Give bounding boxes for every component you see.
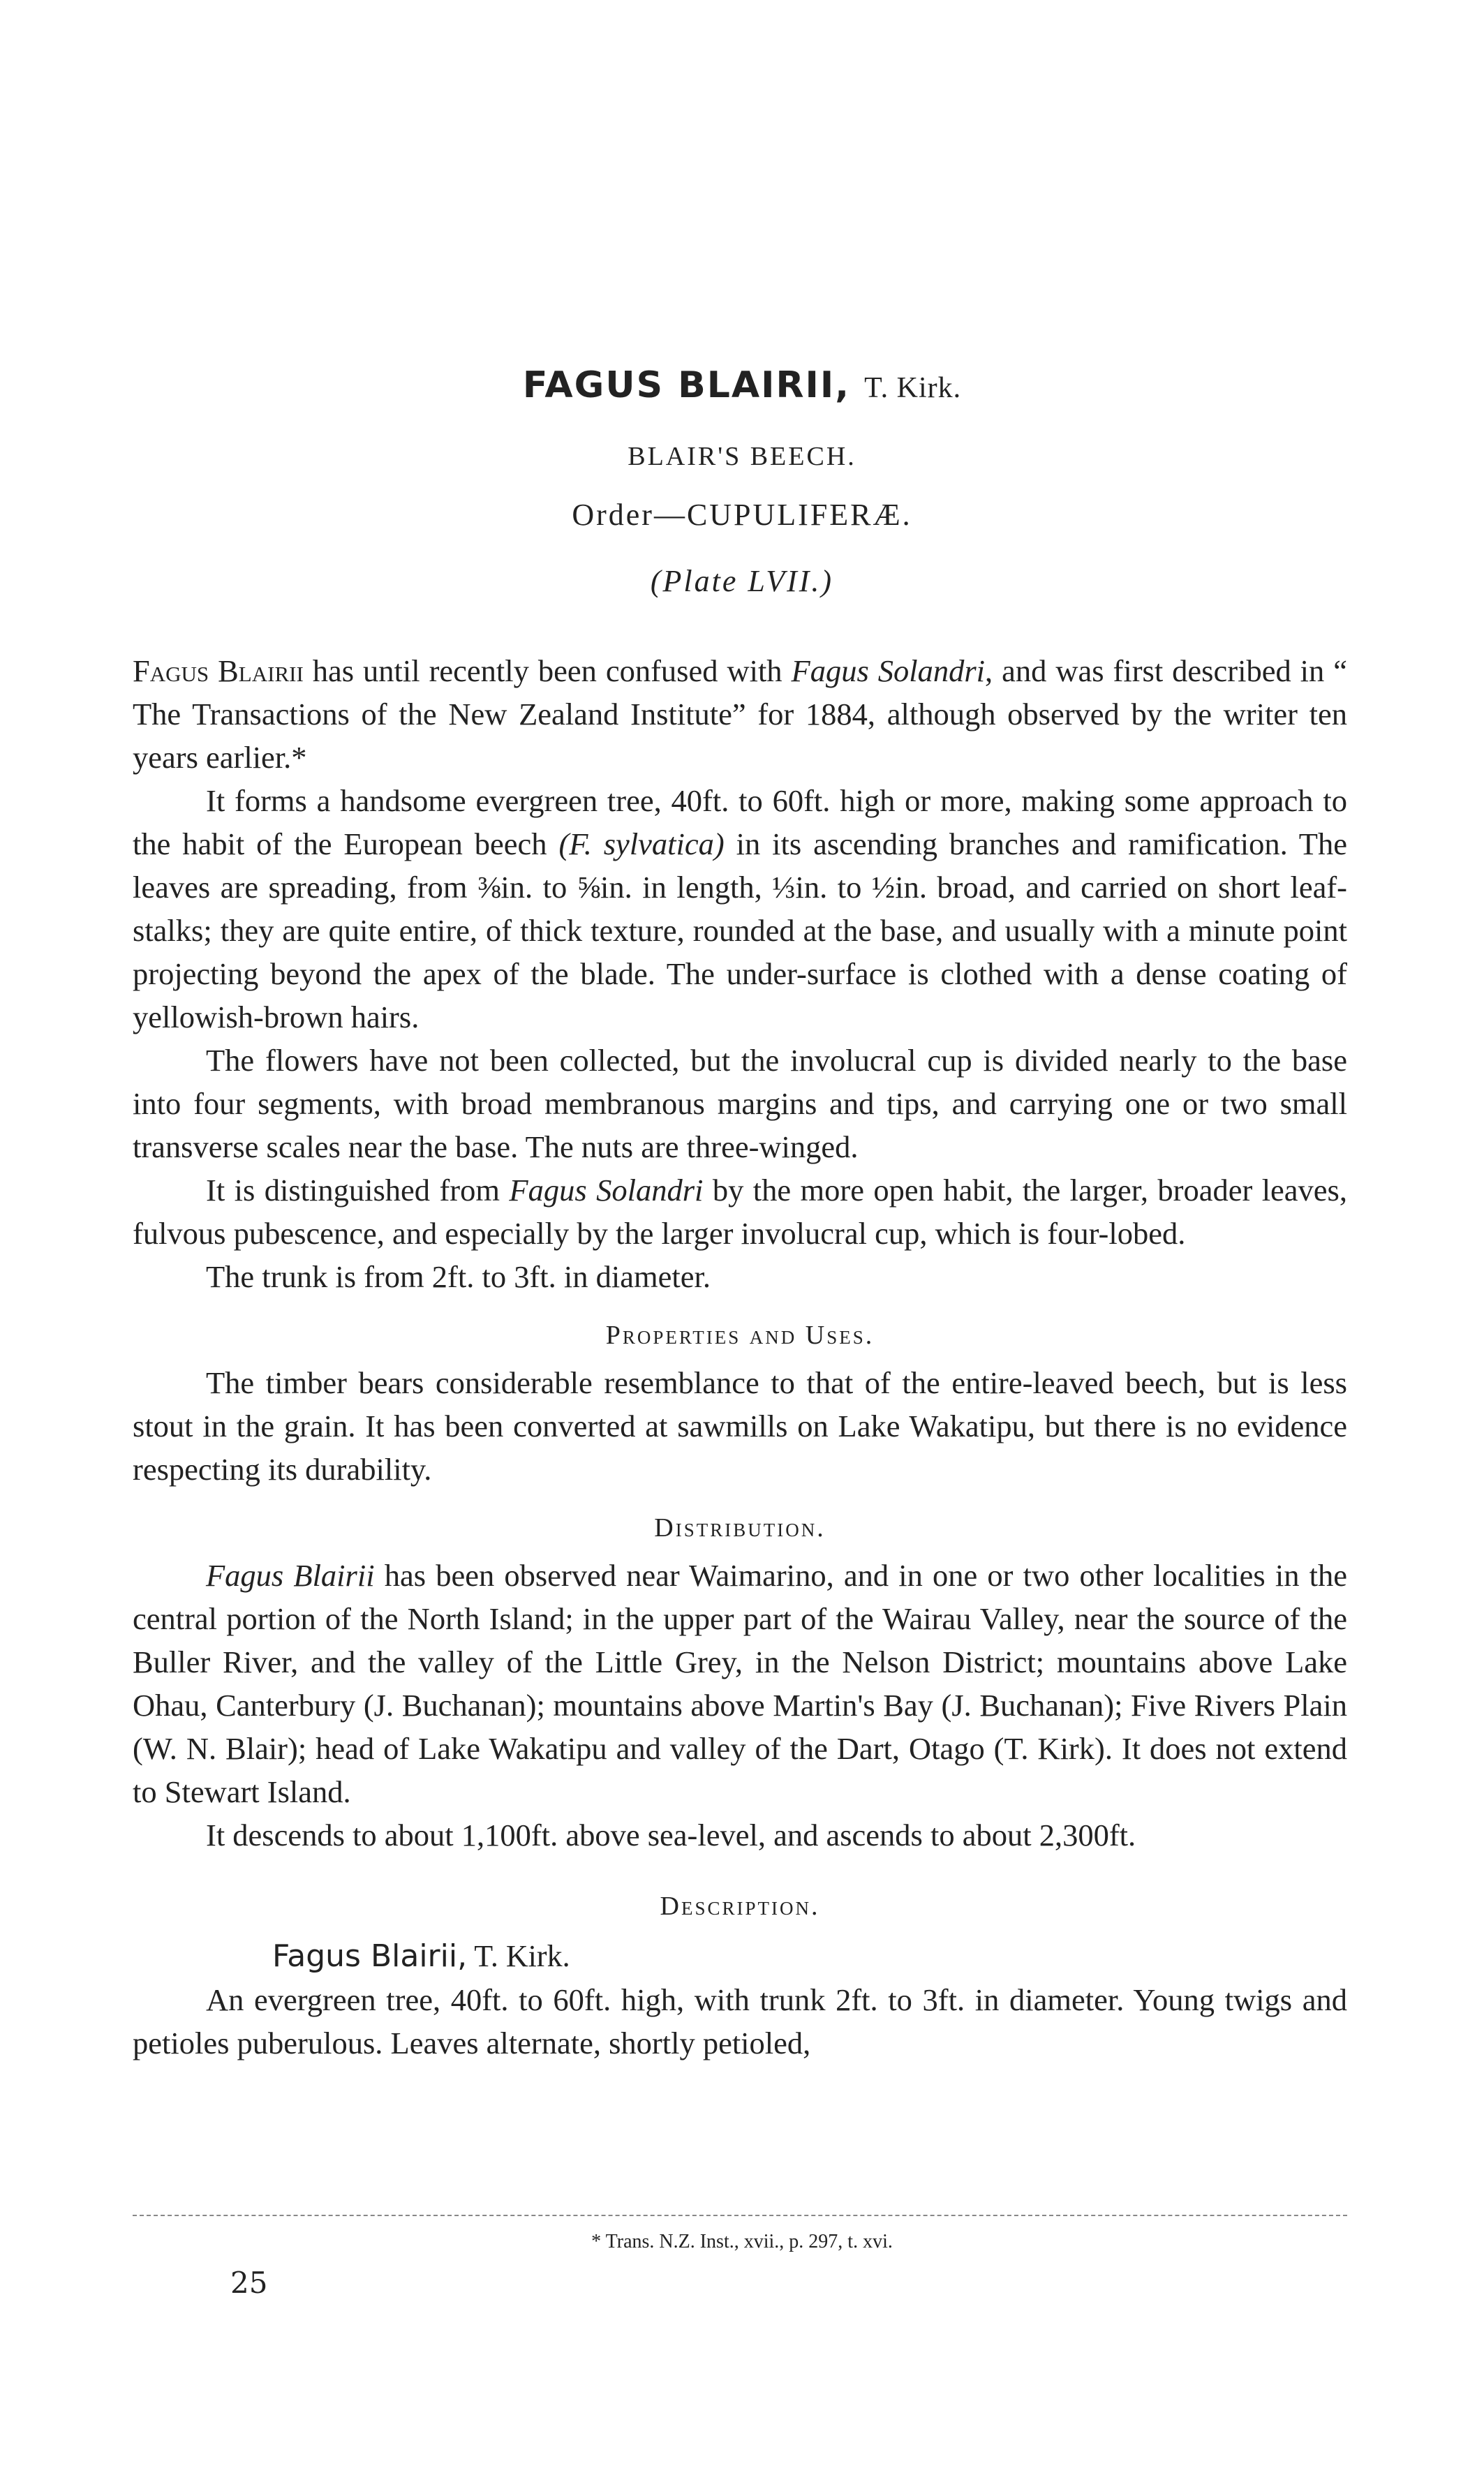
habit-paragraph: It forms a handsome evergreen tree, 40ft. to 60ft. high or more, making some approach to the habit of the European beech (F. sylvatica) in its ascending branches and ramification. The leaves are spreading, from ⅜in. to ⅝in. in length, ⅓in. to ½in. broad, and carried on short leaf-stalks; they are quite entire, of thick texture, rounded at the base, and usually with a minute point projecting beyond the apex of the blade. The under-surface is clothed with a dense coating of yellowish-brown hairs. [133, 783, 1347, 1034]
plate-reference: (Plate LVII.) [650, 564, 834, 598]
description-paragraph: An evergreen tree, 40ft. to 60ft. high, with trunk 2ft. to 3ft. in diameter. Young twigs and petioles puberulous. Leaves alternate, shortly petioled, [133, 1982, 1347, 2060]
title-block [0, 364, 1484, 599]
description-species: Fagus Blairii, T. Kirk. [272, 1938, 570, 1974]
order-line: Order—CUPULIFERÆ. [572, 498, 912, 532]
properties-heading: Properties and Uses. [605, 1321, 875, 1350]
intro-paragraph: Fagus Blairii has until recently been confused with Fagus Solandri, and was first described in “ The Transactions of the New Zealand Institute” for 1884, although observed by the writer ten years earlier.* [133, 653, 1347, 775]
page-number: 25 [230, 2266, 268, 2300]
distribution-paragraph: Fagus Blairii has been observed near Waimarino, and in one or two other localities in the central portion of the North Island; in the upper part of the Wairau Valley, near the source of the Buller River, and the valley of the Little Grey, in the Nelson District; mountains above Lake Ohau, Canterbury (J. Buchanan); mountains above Martin's Bay (J. Buchanan); Five Rivers Plain (W. N. Blair); head of Lake Wakatipu and valley of the Dart, Otago (T. Kirk). It does not extend to Stewart Island. [133, 1558, 1347, 1809]
altitude-paragraph: It descends to about 1,100ft. above sea-level, and ascends to about 2,300ft. [206, 1818, 1136, 1852]
footnote: * Trans. N.Z. Inst., xvii., p. 297, t. xvi. [591, 2231, 893, 2252]
body-text [133, 649, 1347, 2065]
species-title: FAGUS BLAIRII, [522, 364, 850, 406]
flowers-paragraph: The flowers have not been collected, but the involucral cup is divided nearly to the base into four segments, with broad membranous margins and tips, and carrying one or two small transverse scales near the base. The nuts are three-winged. [133, 1043, 1347, 1164]
trunk-paragraph: The trunk is from 2ft. to 3ft. in diameter. [206, 1259, 711, 1294]
description-heading: Description. [660, 1892, 820, 1921]
properties-paragraph: The timber bears considerable resemblance to that of the entire-leaved beech, but is less stout in the grain. It has been converted at sawmills on Lake Wakatipu, but there is no evidence respecting its durability. [133, 1365, 1347, 1487]
footnote-rule [133, 2215, 1347, 2216]
title-author: T. Kirk. [864, 372, 962, 404]
distinguish-paragraph: It is distinguished from Fagus Solandri by the more open habit, the larger, broader leaves, fulvous pubescence, and especially by the larger involucral cup, which is four-lobed. [133, 1173, 1348, 1251]
page-title [0, 364, 1484, 406]
common-name: BLAIR'S BEECH. [628, 442, 856, 471]
distribution-heading: Distribution. [654, 1513, 826, 1543]
